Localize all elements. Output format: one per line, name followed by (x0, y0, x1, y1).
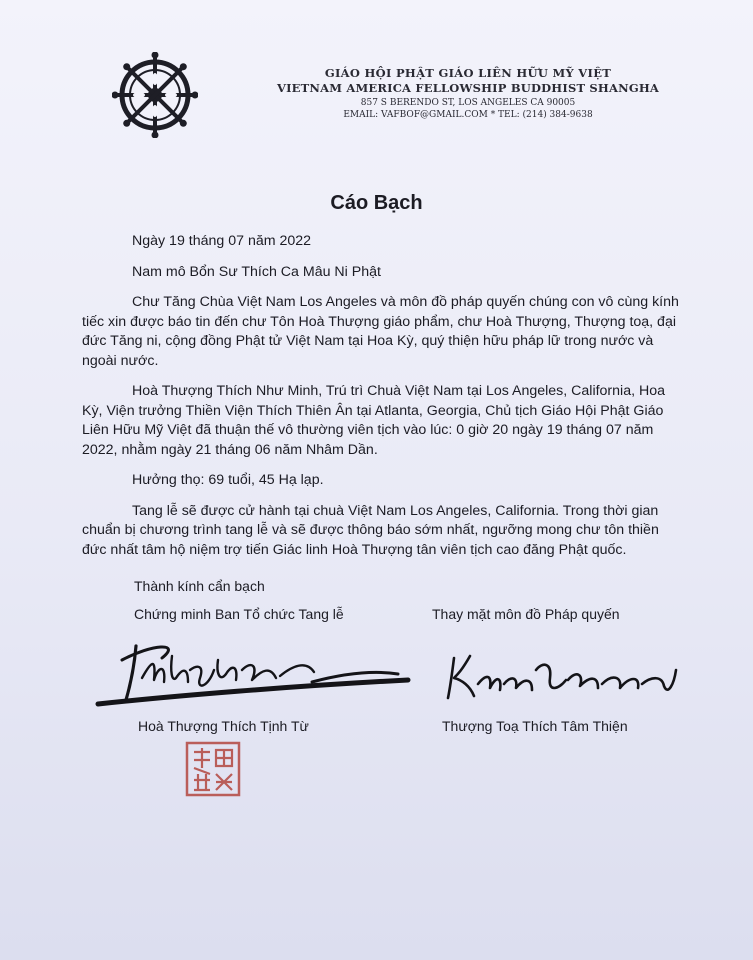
org-address: 857 S BERENDO ST, LOS ANGELES CA 90005 (360, 98, 576, 108)
org-contact: EMAIL: VAFBOF@GMAIL.COM * TEL: (214) 384-9638 (343, 110, 593, 120)
right-signer-name: Thượng Toạ Thích Tâm Thiện (442, 718, 628, 734)
document-title: Cáo Bạch (330, 192, 423, 214)
paragraph-funeral: Tang lễ sẽ được cử hành tại chuà Việt Nam Los Angeles, California. Trong thời gian chuẩn bị chương trình tang lễ và sẽ được thông báo sớm nhất, ngưỡng mong chư tôn thiền đức nhất tâm hộ niệm trợ tiến Giác linh Hoà Thượng tân viên tịch cao đăng Phật quốc. (82, 502, 659, 558)
organization-info (258, 66, 678, 120)
org-name-english: VIETNAM AMERICA FELLOWSHIP BUDDHIST SHANGHA (276, 81, 660, 95)
right-signature-icon (440, 640, 680, 710)
letter-salutation: Nam mô Bổn Sư Thích Ca Mâu Ni Phật (132, 263, 381, 280)
left-signer-name: Hoà Thượng Thích Tịnh Từ (138, 718, 309, 734)
paragraph-details: Hoà Thượng Thích Như Minh, Trú trì Chuà Việt Nam tại Los Angeles, California, Hoa Kỳ, Viện trưởng Thiền Viện Thích Thiên Ân tại Atlanta, Georgia, Chủ tịch Giáo Hội Phật Giáo Liên Hữu Mỹ Việt đã thuận thế vô thường viên tịch vào lúc: 0 giờ 20 ngày 19 tháng 07 năm 2022, nhằm ngày 21 tháng 06 năm Nhâm Dần. (82, 383, 665, 458)
letter-body (82, 232, 680, 571)
left-signer-role: Chứng minh Ban Tổ chức Tang lễ (134, 606, 344, 622)
red-seal-stamp-icon (184, 740, 242, 798)
paragraph-age: Hưởng thọ: 69 tuổi, 45 Hạ lạp. (132, 472, 324, 488)
org-name-vietnamese: GIÁO HỘI PHẬT GIÁO LIÊN HỮU MỸ VIỆT (324, 66, 612, 80)
letter-date: Ngày 19 tháng 07 năm 2022 (132, 233, 312, 249)
left-signature-icon (92, 630, 412, 712)
right-signer-role: Thay mặt môn đồ Pháp quyến (432, 606, 620, 622)
dharma-wheel-icon (112, 52, 198, 138)
closing-line: Thành kính cẩn bạch (134, 578, 265, 594)
paragraph-announcement: Chư Tăng Chùa Việt Nam Los Angeles và môn đồ pháp quyến chúng con vô cùng kính tiếc xin được báo tin đến chư Tôn Hoà Thượng giáo phẩm, chư Hoà Thượng, Thượng toạ, đại đức Tăng ni, cộng đồng Phật tử Việt Nam tại Hoa Kỳ, quý thiện hữu pháp lữ trong nước và ngoài nước. (82, 294, 679, 369)
letterhead (112, 52, 672, 142)
